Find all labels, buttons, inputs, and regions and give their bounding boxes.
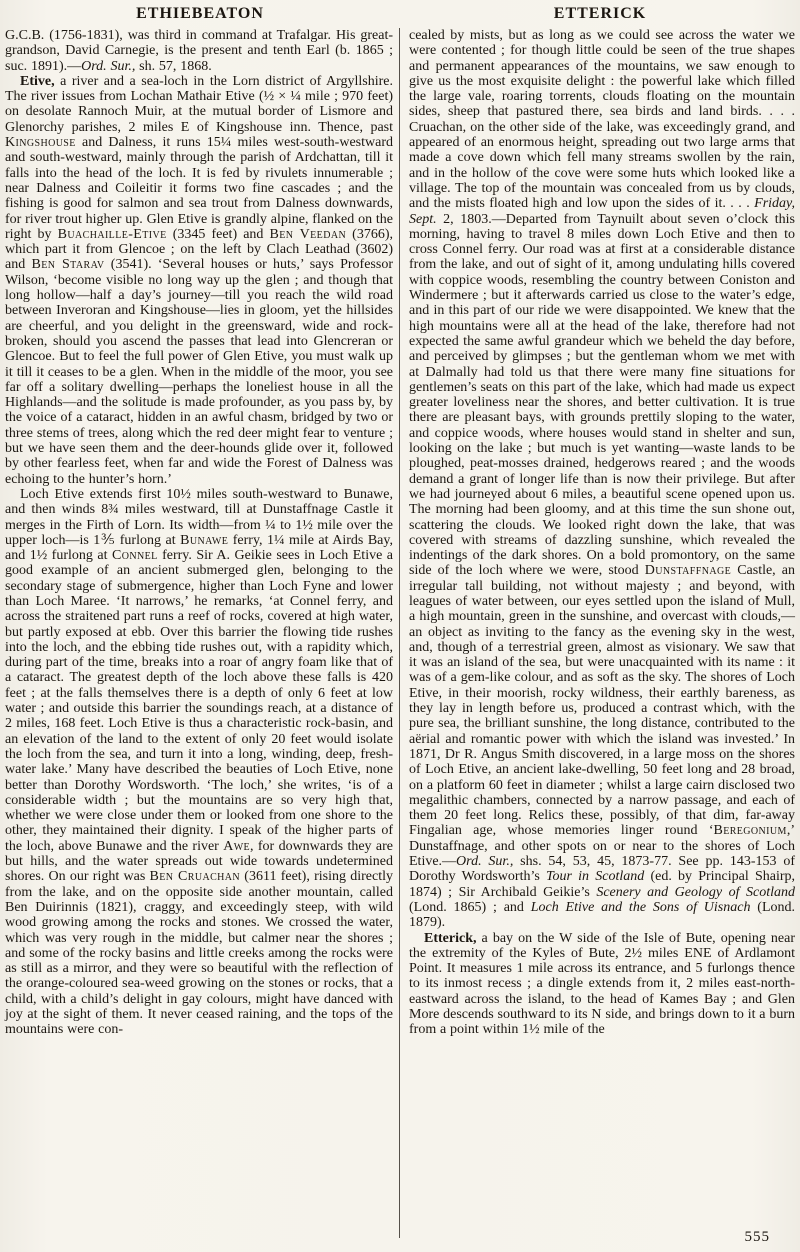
paragraph: Etive, a river and a sea-loch in the Lorn district of Argyllshire. The river issues from Lochan Mathair Etive (½ × ¼ mile ; 970 feet) on desolate Rannoch Muir, at the mutual border of Lismore and Glenorchy parishes, 2 miles E of Kingshouse inn. Thence, past Kingshouse and Dalness, it runs 15¼ miles west-south-westward and south-westward, mainly through the parish of Ardchattan, till it falls into the head of the loch. It is fed by rivulets innumerable ; near Dalness and Coileitir it forms two fine cascades ; and the fishing is good for salmon and sea trout from Dalness downwards, for river trout higher up. Glen Etive is grandly alpine, flanked on the right by Buachaille-Etive (3345 feet) and Ben Veedan (3766), which part it from Glencoe ; on the left by Clach Leathad (3602) and Ben Starav (3541). ‘Several houses or huts,’ says Professor Wilson, ‘become visible no long way up the glen ; and though that long hollow—half a day’s journey—till you reach the wild road between Inveroran and Kingshouse—lies in gloom, yet the hillsides are cheerful, and you delight in the greensward, wide and rock-broken, should you ascend the passes that lead into Glencreran or Glencoe. But to feel the full power of Glen Etive, you must walk up it till it ceases to be a glen. When in the middle of the moor, you see far off a solitary dwelling—perhaps the loneliest house in all the Highlands—and the solitude is made profounder, as you pass by, by the voice of a cataract, hidden in an awful chasm, bridged by two or three stems of trees, along which the red deer might fear to venture ; but we have seen them and the deer-hounds glide over it, followed by other fearless feet, when far and wide the Forest of Dalness was echoing to the hunter’s horn.’ [5, 73, 393, 487]
running-head-right: ETTERICK [553, 5, 647, 22]
page-number: 555 [744, 1229, 770, 1245]
paragraph: cealed by mists, but as long as we could see across the water we were contented ; for though little could be seen of the true shapes and permanent appearances of the mountains, we saw enough to give us the most exquisite delight : the powerful lake which filled the large vale, roaring torrents, clouds floating on the mountain sides, sheep that pastured there, sea birds and land birds. . . . Cruachan, on the other side of the lake, was exceedingly grand, and appeared of an enormous height, spreading out two large arms that made a cove down which fell many streams swollen by the rain, and in the hollow of the cove were some huts which looked like a village. The top of the mountain was concealed from us by clouds, and the mists floated high and low upon the sides of it. . . . Friday, Sept. 2, 1803.—Departed from Taynuilt about seven o’clock this morning, having to travel 8 miles down Loch Etive and then to cross Connel ferry. Our road was at first at a considerable distance from the lake, and out of sight of it, among undulating hills covered with coppice woods, resembling the country between Coniston and Windermere ; but it afterwards carried us close to the water’s edge, and in this part of our ride we were disappointed. We knew that the high mountains were all at the head of the lake, therefore had not expected the same awful grandeur which we beheld the day before, and perceived by glimpses ; but the gentleman whom we met with at Dalmally had told us that there were many fine situations for gentlemen’s seats on this part of the lake, which had made us expect greater loveliness near the shores, and better cultivation. It is true there are pleasant bays, with grounds prettily sloping to the water, and coppice woods, where houses would stand in shelter and sun, looking on the lake ; but much is yet wanting—waste lands to be ploughed, peat-mosses drained, hedgerows reared ; and the woods demand a grant of longer life than is now their privilege. But after we had journeyed about 6 miles, a beautiful scene opened upon us. The morning had been gloomy, and at this time the sun shone out, scattering the clouds. We looked right down the lake, that was covered with streams of dazzling sunshine, which revealed the indentings of the dark shores. On a bold promontory, on the same side of the loch where we were, stood Dunstaffnage Castle, an irregular tall building, not without majesty ; and beyond, with leagues of water between, our eyes settled upon the island of Mull, a high mountain, green in the sunshine, and overcast with clouds,—an object as inviting to the fancy as the evening sky in the west, and, though of a terrestrial green, almost as visionary. We saw that it was an island of the sea, but were unacquainted with its name : it was of a gem-like colour, and as soft as the sky. The shores of Loch Etive, in their moorish, rocky wildness, their earthly bareness, as they lay in length before us, produced a contrast which, with the pure sea, the brilliant sunshine, the long distance, contributed to the aërial and romantic power with which the island was invested.’ In 1871, Dr R. Angus Smith discovered, in a large moss on the shores of Loch Etive, an ancient lake-dwelling, 50 feet long and 28 broad, on a platform 60 feet in diameter ; whilst a large cairn disclosed two megalithic chambers, connected by a narrow passage, and each of them 20 feet long. Relics these, possibly, of that dim, far-away Fingalian age, whose memories linger round ‘Beregonium,’ Dunstaffnage, and other spots on or near to the shores of Loch Etive.—Ord. Sur., shs. 54, 53, 45, 1873-77. See pp. 143-153 of Dorothy Wordsworth’s Tour in Scotland (ed. by Principal Shairp, 1874) ; Sir Archibald Geikie’s Scenery and Geology of Scotland (Lond. 1865) ; and Loch Etive and the Sons of Uisnach (Lond. 1879). [409, 28, 796, 931]
paragraph: Etterick, a bay on the W side of the Isle of Bute, opening near the extremity of the Kyles of Bute, 2½ miles ENE of Ardlamont Point. It measures 1 mile across its entrance, and 5 furlongs thence to its inmost recess ; a dingle extends from it, 2 miles east-north-eastward across the island, to the head of Kames Bay ; and Glen More descends southward to its N side, and brings down to it a burn from a point within 1½ mile of the [409, 930, 795, 1038]
text-columns [0, 28, 800, 1038]
text-column-left [0, 28, 400, 1038]
paragraph: G.C.B. (1756-1831), was third in command at Trafalgar. His great-grandson, David Carnegie, is the present and tenth Earl (b. 1865 ; suc. 1891).—Ord. Sur., sh. 57, 1868. [5, 28, 393, 74]
column-divider-rule [399, 28, 400, 1238]
running-heads [0, 0, 800, 24]
text-column-right [400, 28, 800, 1038]
paragraph: Loch Etive extends first 10½ miles south-westward to Bunawe, and then winds 8¾ miles westward, till at Dunstaffnage Castle it merges in the Firth of Lorn. Its width—from ¼ to 1½ mile over the upper loch—is 1⅗ furlong at Bunawe ferry, 1¼ mile at Airds Bay, and 1½ furlong at Connel ferry. Sir A. Geikie sees in Loch Etive a good example of an ancient submerged glen, belonging to the secondary stage of submergence, higher than Loch Fyne and lower than Loch Maree. ‘It narrows,’ he remarks, ‘at Connel ferry, and across the straitened part runs a reef of rocks, covered at high water, but partly exposed at ebb. Over this barrier the flowing tide rushes into the loch, and the ebbing tide rushes out, with a rapidity which, during part of the time, breaks into a roar of angry foam like that of a cataract. The greatest depth of the loch above these falls is 420 feet ; at the falls themselves there is a depth of only 6 feet at low water ; and outside this barrier the soundings reach, at a distance of 2 miles, 168 feet. Loch Etive is thus a characteristic rock-basin, and an elevation of the land to the extent of only 20 feet would isolate the loch from the sea, and turn it into a long, winding, deep, fresh-water lake.’ Many have described the beauties of Loch Etive, none better than Dorothy Wordsworth. ‘The loch,’ she writes, ‘is of a considerable width ; but the mountains are so very high that, whether we were close under them or looked from one shore to the other, they maintained their dignity. I speak of the higher parts of the loch, above Bunawe and the river Awe, for downwards they are but hills, and the water spreads out wide towards undetermined shores. On our right was Ben Cruachan (3611 feet), rising directly from the lake, and on the opposite side another mountain, called Ben Duirinnis (1821), craggy, and exceedingly steep, with wild wood growing among the rocks and stones. We crossed the water, which was very rough in the middle, but calmer near the shores ; and some of the rocky basins and little creeks among the rocks were as still as a mirror, and they were so beautiful with the reflection of the orange-coloured sea-weed growing on the stones or rocks, that a child, with a child’s delight in gay colours, might have danced with joy at the sight of them. It never ceased raining, and the tops of the mountains were con- [5, 486, 393, 1038]
running-head-left: ETHIEBEATON [136, 5, 264, 22]
